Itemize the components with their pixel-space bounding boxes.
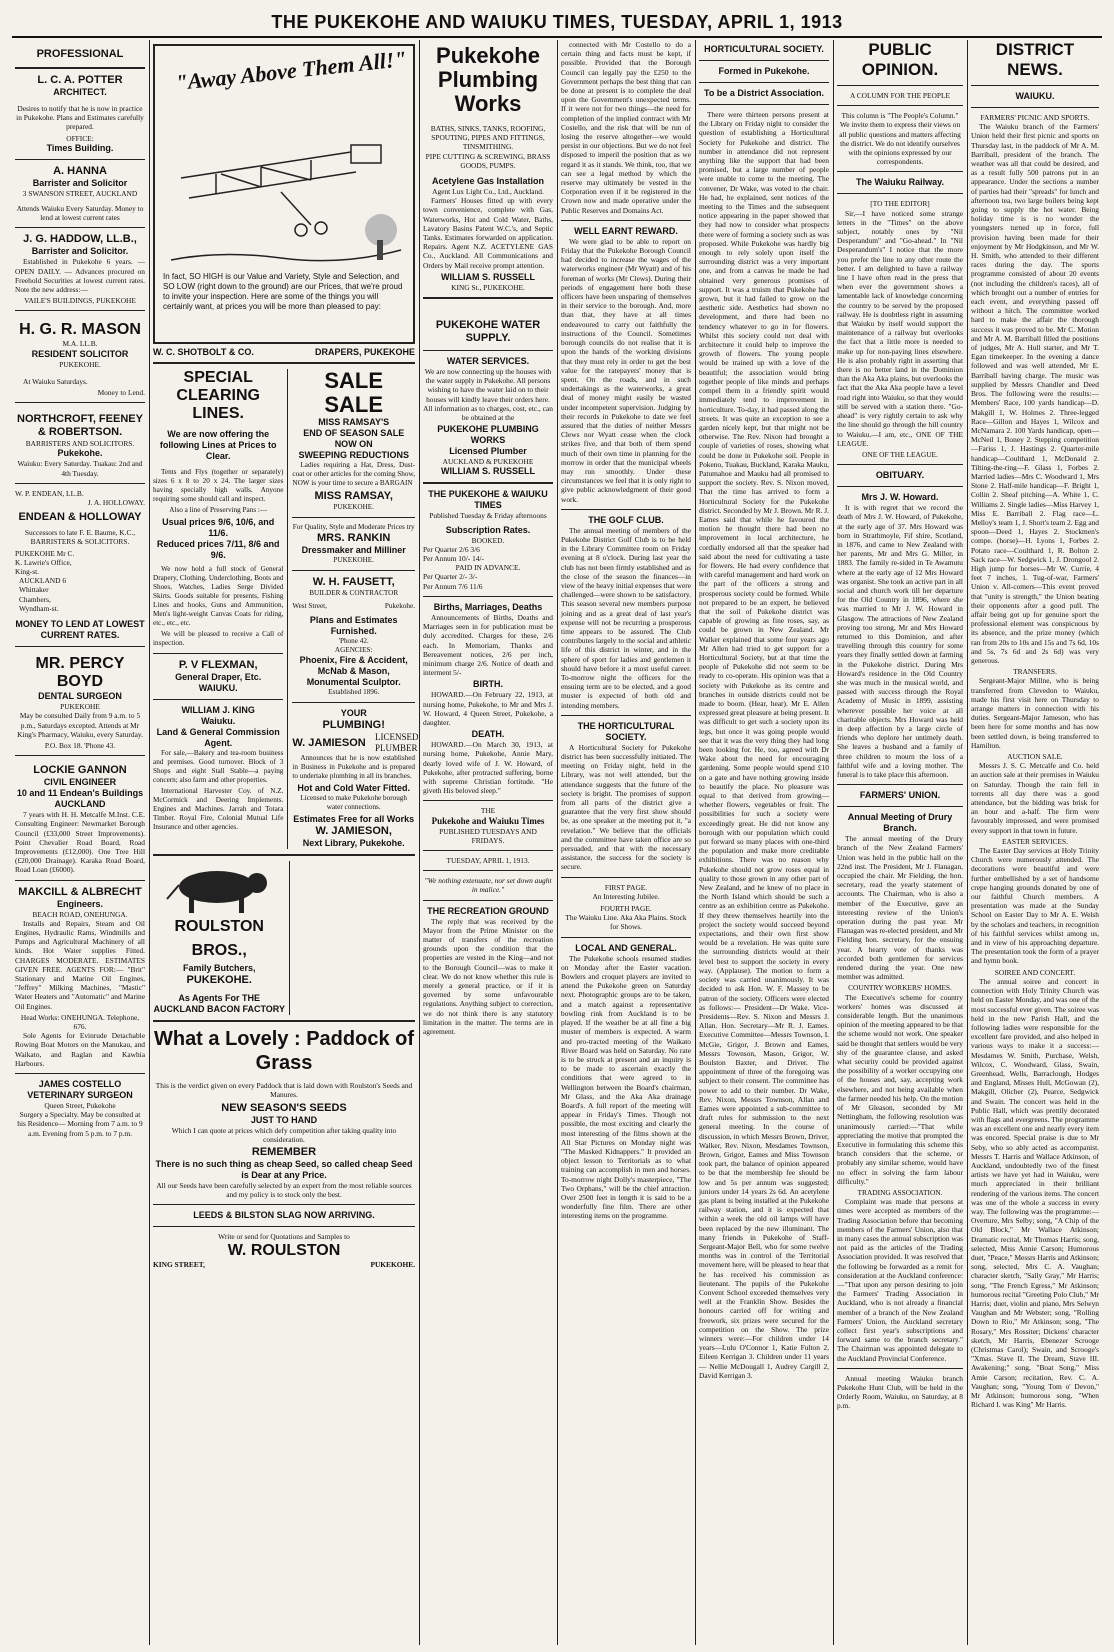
fausett-name: W. H. FAUSETT,	[312, 576, 395, 589]
paddock-leeds: LEEDS & BILSTON SLAG NOW ARRIVING.	[193, 1210, 375, 1221]
picnic-body: The Waiuku branch of the Farmers' Union held their first picnic and sports on Thursday last, in the paddock of Mr A. M. Barriball, president of the branch. The weather was all that could be desired, and as a result fully 500 patrons put in an appearance. Under the sections a number of parties had their "spreads" for lunch and afternoon tea, two large boilers being kept going to supply the hot water. Being holiday time is is no wonder the youngsters turned up in force, full provision having been made for their enjoyment by Mr Hodgkinson, and Mr W. H. Smith, who attended to their different races during the day. The sports programme consisted of about 20 events (not including the children's races), all of which brought out a number of entries for each event, and everything passed off without a hitch. The committee worked hard to make the affair the thorough success it was proved to be. Mr C. Motion and Mr A. M. Barriball filled the positions of judges, Mr A. Hull starter, and Mr T. Egan timekeeper. In the evening a dance followed and was well attended, Mr E. Barriball having charge. The music was supplied by Messrs Chandler and Deed Bros. The following were the results:— Members' Race, 100 yards handicap—D. Makgill 1, W. Holmes 2. Three-legged Race—Gillon and Hayes 1, Wilcox and McNamara 2. 100 Yards handicap, open—McNeil 1, Boney 2. Stepping competition—Fariss 1, J. Hastings 2. Quarter-mile handicap—Coulthard 1, McDonald 2. Tilting-the-ring—F. Glass 1, Forbes 2. Married ladies—Mrs C. Woodward 1, Mrs Stone 2. Half-mile handicap—F. Bright 1, Collin 2. Sheaf pitching—A. White 1, C. Williams 2. Single ladies—Miss Harvey 1, Miss E. Barriball 2. Flag race—L. Melloy's team 1, J. Short's team 2. Egg and spoon—Deed 1, Hayes 2. Stockmen's compe. (horse)—H. Lyons 1, Forbes 2. Potato race—Coulthard 1, R. Bolton 2. Sack race—W. Sedgwick 1, J. Drongool 2. High jump for horses—Mr W. Currie, 4 feet 7 inches, 1. Tug-of-war, Farmers' Union v. All-comers—This event proved that "unity is strength," the Union beating their opponents after a good pull. The affair being got up for genuine sport the professional element was conspicuous by its absence, and the prize money (which ran from 20s to 10s and 15s and 7s 6d, 10s and 5s, 7s 6d and 2s 6d) was very generous.	[971, 122, 1099, 665]
fourth-page-title: FOURTH PAGE.	[600, 904, 652, 914]
boyd-title: DENTAL SURGEON	[38, 691, 122, 702]
jamieson-hot: Hot and Cold Water Fitted.	[297, 783, 411, 794]
makcill-title: Engineers.	[56, 898, 103, 909]
editorial-motto: "We nothing extenuate, nor set down aught in malice."	[424, 876, 552, 895]
auction-title: AUCTION SALE.	[1007, 752, 1063, 762]
boyd-place: PUKEKOHE	[60, 702, 100, 712]
roulston-bros-title: Family Butchers,	[182, 963, 256, 974]
fausett-plans: Plans and Estimates Furnished.	[309, 615, 398, 637]
fausett-title: BUILDER & CONTRACTOR	[309, 589, 399, 598]
costello-body: Surgery a Specialty. May be consulted at his Residence— Morning from 7 a.m. to 9 a.m. Evening from 5 p.m. to 7 p.m.	[17, 1110, 143, 1138]
licensed-addr: AUCKLAND & PUKEKOHE	[442, 457, 534, 467]
birth-body: HOWARD.—On February 22, 1913, at nursing home, Pukekohe, to Mr and Mrs J. W. Howard, 4 Queen Street, Pukekohe, a daughter.	[423, 690, 553, 727]
birth-title: BIRTH.	[473, 679, 503, 690]
potter-title: ARCHITECT.	[53, 87, 107, 97]
makcill-works: Head Works: ONEHUNGA. Telephone, 676.	[20, 1012, 140, 1031]
mason-money: Money to Lend.	[97, 388, 145, 398]
editorial-date: TUESDAY, APRIL 1, 1913.	[446, 855, 530, 865]
russell-name: WILLIAM S. RUSSELL	[441, 271, 535, 282]
transfers-body: Sergeant-Major Millne, who is being transferred from Clevedon to Waiuku, made his first visit here on Thursday to arrange matters in connection with his duties. Sergeant-Major Jameson, who has been here for some months and has now been settled down, is being transferred to Hamilton.	[971, 676, 1099, 750]
obituary-body: It is with regret that we record the death of Mrs J. W. Howard, of Pukekohe, at the early age of 37. Mrs Howard was born in Strathmoyle, Fif shire, Scotland, in 1876, and came to New Zealand with her parents, Mr and Mrs G. Miller, in 1883. The family re-sided in Te Awamutu where at the early age of 12 Mrs Howard was organist. She took an active part in all social and church work till her departure for the Old Country in 1896, where she was married to Mr J. W. Howard in Glasgow. The attractions of New Zealand proving too strong, Mr and Mrs Howard returned to this Dominion, and after travelling through this country for some years they finally settled down at farming in the Pukekohe district. During Mrs Howard's residence in the Old Country she was much in the musical world, and passed with success through the Royal Academy of Music in 1899, assisting wherever possible her voice at all charitable objects. Mrs Howard was held in deep affection by a large circle of friends who deplore her untimely death. She leaves a husband and a family of three children to mourn the loss of a faithful wife and a loving mother. The funeral is to take place this afternoon.	[837, 503, 963, 779]
fausett-est: Established 1896.	[328, 688, 380, 697]
plumbing-works-body2: PIPE CUTTING & SCREWING, BRASS GOODS, PUMPS.	[425, 151, 551, 170]
professional-heading: PROFESSIONAL	[36, 48, 124, 60]
gannon-title: CIVIL ENGINEER	[43, 777, 117, 788]
shotbolt-footer	[153, 348, 415, 357]
column-professional	[12, 40, 148, 1645]
jamieson-name2: W. JAMIESON,	[315, 825, 392, 838]
haddow-body: Established in Pukekohe 6 years. — OPEN DAILY. — Advances procured on Freehold Securities at lowest current rates. Note the new address:—	[15, 257, 145, 295]
fausett-agencies: AGENCIES:	[334, 646, 373, 655]
clearing-prices1: Usual prices 9/6, 10/6, and 11/6.	[162, 517, 275, 539]
bmd-body: Announcements of Births, Deaths and Marriages seen in for publication must be duly accredited. Charges for these, 2/6 each. In Memoriam, Thanks and Bereavement notices, 2/6 per inch, minimum charge 2/6. Notice of death and interment 5/-	[423, 612, 553, 678]
paddock-write: Write or send for Quotations and Samples to	[218, 1232, 350, 1242]
haddow-title: Barrister and Solicitor.	[31, 246, 129, 257]
public-opinion-note: This column is "The People's Column." We invite them to express their views on all public questions and matters affecting the district. We do not identify ourselves with the opinions expressed by our correspondents.	[839, 111, 961, 167]
ramsay-body: Ladies requiring a Hat, Dress, Dust-coat or other articles for the coming Show, NOW is your time to secure a BARGAIN	[292, 461, 415, 488]
fausett-left: West Street,	[292, 602, 327, 611]
hort-body: A Horticultural Society for Pukekohe district has been successfully initiated. The meeting on Friday night, held in the Library, was not well attended, but the attendance suggests that the future of the society is bright. The promises of support from all parts of the district give a guarantee that the very first show should be, as one speaker at the meeting put it, "a revelation." We believe that the officials and the committee have taken office are so persuaded, and that with the necessary assistance, the success for the society is secure.	[561, 742, 691, 872]
editorial-continued: connected with Mr Costello to do a certain thing and facts must be kept, if possible. Provided that the Borough Council can legally pay the £250 to the Government perhaps the best thing that can be done at present is to complete the deal upon the Government's unexpected terms. If it were not for two things—the need for completion of the implied contract with Mr Costello, and the risk that will be run of losing the reserve altogether—we would persist in our objections. But we do not feel disposed to imperil the position that as we regard it as it stands. We think, too, that we can see a legal method by which the reserve may ultimately be vested in the Corporation even if it be registered in the Crown now and made operative under the Public Reserves and Domains Act.	[561, 40, 691, 215]
mason-title: RESIDENT SOLICITOR	[31, 348, 129, 359]
mason-degree: M.A. LL.B.	[62, 339, 98, 349]
plumbing-works-title: Pukekohe Plumbing Works	[436, 43, 540, 116]
russell-name2: WILLIAM S. RUSSELL	[441, 466, 535, 477]
paddock-right: PUKEKOHE.	[370, 1259, 415, 1269]
jamieson-licensed: LICENSED PLUMBER	[375, 732, 418, 754]
potter-office: Times Building.	[46, 142, 114, 153]
shotbolt-right: DRAPERS, PUKEKOHE	[314, 347, 415, 357]
recreation-body: The reply that was received by the Mayor from the Prime Minister on the matter of transfers of the recreation grounds upon the condition that the properties are vested in the King—and not to the Borough Council—was to make it clear. We do not know whether this rule is merely a general practice, or if it is governed by some unfavourable regulations. Anything subject to correction, we do not think there is any statutory limitation in the matter. The terms are in agreement.	[423, 916, 553, 1036]
obituary-name: Mrs J. W. Howard.	[861, 492, 939, 503]
licensed-plumber: Licensed Plumber	[449, 446, 527, 457]
to-editor: [TO THE EDITOR]	[870, 199, 930, 209]
reward-title: WELL EARNT REWARD.	[574, 225, 678, 236]
makcill-agents: Sole Agents for Evinrude Detachable Rowing Boat Motors on the Manukau, and Waikato, and Raglan and Kawhia Harbours.	[15, 1031, 145, 1068]
paddock-name: W. ROULSTON	[227, 1241, 341, 1259]
death-title: DEATH.	[471, 729, 505, 740]
king-name: WILLIAM J. KING	[181, 705, 255, 716]
northcroft-title: BARRISTERS AND SOLICITORS.	[25, 439, 135, 449]
russell-addr: KING St., PUKEKOHE.	[451, 282, 525, 292]
shotbolt-body: In fact, SO HIGH is our Value and Variety, Style and Selection, and SO LOW (right down to the ground) are our Prices, that we're proud to invite your inspection. Here are some of the things you will certainly want, at prices you will be more than pleased to pay:	[163, 272, 403, 311]
endean-name: ENDEAN & HOLLOWAY	[18, 511, 142, 524]
clearing-sub: We are now offering the following Lines at Prices to Clear.	[159, 429, 277, 462]
bmd-title: Births, Marriages, Deaths	[433, 601, 543, 612]
golf-title: THE GOLF CLUB.	[588, 514, 664, 525]
fausett-right: Pukekohe.	[384, 602, 415, 611]
trading-title: TRADING ASSOCIATION.	[857, 1187, 943, 1197]
farmers-title: FARMERS' UNION.	[859, 790, 941, 801]
column-editorial	[558, 40, 694, 1645]
costello-name: JAMES COSTELLO	[38, 1078, 122, 1089]
hort-district: To be a District Association.	[703, 88, 825, 98]
boyd-box: P.O. Box 18. 'Phone 43.	[44, 740, 116, 750]
haddow-name: J. G. HADDOW, LL.B.,	[23, 233, 137, 246]
paddock-rem1: There is no such thing as cheap Seed, so called cheap Seed is Dear at any Price.	[155, 1159, 413, 1181]
jamieson-est: Estimates Free for all Works	[293, 814, 415, 825]
hanna-body: Attends Waiuku Every Saturday. Money to lend at lowest current rates	[16, 204, 144, 223]
jamieson-body2: Licensed to make Pukekohe borough water connections.	[300, 794, 407, 812]
shotbolt-ad	[153, 44, 415, 344]
hort-title: THE HORTICULTURAL SOCIETY.	[577, 720, 675, 742]
hanna-title: Barrister and Solicitor	[32, 177, 128, 188]
endean-money: MONEY TO LEND AT LOWEST CURRENT RATES.	[15, 619, 145, 641]
subscription-row: Per Quarter 2/- 3/-	[423, 572, 478, 582]
hort-society-title: HORTICULTURAL SOCIETY.	[704, 44, 824, 54]
fausett-agencies-body: Phoenix, Fire & Accident, McNab & Mason, Monumental Sculptor.	[299, 655, 408, 688]
subscription-row: Per Quarter 2/6 3/6	[423, 544, 480, 554]
picnic-title: FARMERS' PICNIC AND SPORTS.	[980, 113, 1090, 122]
costello-address: Queen Street, Pukekohe	[44, 1100, 116, 1110]
rankin-place: PUKEKOHE.	[333, 556, 374, 565]
flexman-title: General Draper, Etc.	[175, 672, 262, 683]
shotbolt-slogan: "Away Above Them All!"	[174, 45, 408, 96]
acetylene-agent: Agent Lux Light Co., Ltd., Auckland.	[432, 187, 544, 197]
hanna-name: A. HANNA	[53, 164, 107, 177]
farmers-body: The annual meeting of the Drury branch of the New Zealand Farmers' Union was held in the public hall on the 22nd inst. The President, Mr J. Flanagan, occupied the chair. Mr Fielding, the hon. secretary, read the yearly statement of accounts. The Chairman, who is also a member of the Executive, gave an interesting review of the Union's operation during the past year. Mr Flanagan was re-elected president, and Mr Fielding hon. secretary, for the ensuing year. A hearty vote of thanks was accorded both gentlemen for services rendered during the year. One new member was admitted.	[837, 834, 963, 982]
reward-body: We were glad to be able to report on Friday that the Pukekohe Borough Council had decided to increase the wages of the waterworks engineer (Mr Wyatt) and of his foreman of works (Mr Clews). During their periods of engagement here both these officers have been unsparing of themselves in their service to the borough. And, more than that, they have at all times endeavoured to carry out faithfully the instructions of the Council. Sometimes borough councils do not realise that it is upon the hands of the working divisions that they must rely in order to get the best value for the ratepayers' money that is spent. On the roads, and in such undertakings as the waterworks, a great deal of money might easily be wasted under incompetent supervision. Judging by their records in Pukekohe to date we feel assured that the duties of neither Messrs Clews nor Wyatt cease when the clock strikes five, and that both of them spend much of their own time in planning for the morrow in order that the municipal wheels may run smoothly. Under these circumstances we feel that it is only right to give public acknowledgment of their good work.	[561, 236, 691, 504]
roulston-bros-name: ROULSTON BROS.,	[174, 918, 264, 960]
masthead: THE PUKEKOHE AND WAIUKU TIMES, TUESDAY, APRIL 1, 1913	[271, 12, 843, 32]
first-page-body: An Interesting Jubilee.	[592, 891, 660, 901]
trading-body: Complaint was made that persons at times were accepted as members of the Trading Association before that becoming members of the Farmers' Union, also that in many cases the annual subscription was not paid as the articles of the Trading Association provided. It was resolved that the following be forwarded as a remit for consideration at the Auckland conference:—"That upon any person desiring to join the Farmers' Trading Association in Auckland, who is not already a financial member of a branch of the New Zealand Farmers' Union, the Auckland secretary collect first year's subscriptions and forward same to the branch secretary." The Chairman was appointed delegate to the Auckland Provincial Conference.	[837, 1197, 963, 1363]
paddock-body2: Which I can quote at prices which defy competition after taking quality into consideration.	[171, 1125, 397, 1144]
potter-office-label: OFFICE:	[66, 133, 94, 143]
district-news-title: DISTRICT NEWS.	[995, 40, 1075, 79]
golf-body: The annual meeting of members of the Pukekohe District Golf Club is to be held in the Library Committee room on Friday evening at 8 o'clock. During last year the club has not been firmly established and as the close of the season the finances—in view of the heavy initial expenses that were challenged—were shown to be satisfactory. This season several new members purpose joining and as a great deal of last year's expense will not be recurring a prosperous time appears to be assured. The Club contributes largely to the social and athletic life of this district in winter, and in the sphere of sport for ladies and gentlemen it should have before it a most useful career. To-morrow night the officers for the ensuing term are to be elected, and a good muster is expected of both old and intending members.	[561, 525, 691, 710]
endean-line2: J. A. HOLLOWAY.	[87, 498, 145, 508]
masthead-rule	[12, 36, 1102, 38]
editorial-the: THE	[480, 806, 496, 816]
water-services-title: WATER SERVICES.	[446, 356, 530, 367]
flexman-name: P. V FLEXMAN,	[178, 659, 258, 672]
mason-place: PUKEKOHE.	[59, 359, 101, 369]
times-published: Published Tuesday & Friday afternoons	[429, 511, 547, 521]
column-plumbing-and-editorial	[420, 40, 556, 1645]
railway-letter: Sir,—I have noticed some strange letters in the "Times" on the above subject, notably ones by "Nil Desperandum" and "Go-ahead." In "Nil Desperandum's" I notice that the more you prefer the line to any other route the better. I am delighted to have a railway line I have often read in the press that when ever the government shows a lamentable lack of knowledge concerning the country to be served by the proposed railway. He is doubtless right in assuming that Waiuku by itself would support the maintenance of a railway but overlooks the fact that a little more is needed to make up for non-paying lines elsewhere. He is also probably right in asserting that there is no better land in the Dominion than the Aka Aka plains, but overlooks the fact that the Aka Aka people have a level road right into Waiuku, so that they would still be served with a station there. "Go-ahead" is very rightly certain to ask why the line should go through the hill country to Waiuku.—I am, etc., ONE OF THE LEAGUE.	[837, 208, 963, 448]
soiree-body: The annual soiree and concert in connection with Holy Trinity Church was held on Easter Monday, and was one of the most successful ever given. The soiree was held in the new Parish Hall, and the following ladies were responsible for the excellent fare provided, and also helped in various ways to make it a success:—Mesdames W. Smith, Purchase, Welsh, Wilcox, C. Woodward, Glass, Swain, Greenhead, Wells, Barraclough, Hodges and England, Misses Hull, McGowan (2), Makgill, Olicher (2), Pearce, Sedgwick and Swain. The concert was held in the Public Hall, which was prettily decorated with flags and evergreens. The programme was an excellent one and nearly every item was encored. Special praise is due to Mr Seby, who so ably acted as accompanist. Messrs T. Harris and Wallace Atkinson, of Auckland, undoubtedly two of the finest artists we have yet had in Waiuku, were much appreciated in their brilliant rendering of the various items. The concert was one of the whole a success in every way. The following was the programme:—Overture, Mrs Selby; song, "A Chip of the Old Block," Mr Wallace Atkinson; Dramatic recital, Mr Thomas Harris; song, selected, Miss Annie Carson; Humorous duet, "Peace," Messrs Harris and Atkinson; song, selected, Mrs C. A. Vaughan; character sketch, "Sally Gray," Mr Harris; song, "The French Egress," Mr Atkinson; humorous recital "Greeting Polo Club," Mr Harris; duet, violin and piano, Mrs Selwyn Vaughan and Mr Webster; song, "Rolling Down to Rio," Mr Atkinson; song, "The Rosary," Mrs Rossiter; Dickens' character sketch, Mr Harris, Ebenezer Scrooge (Christmas Carol); Swain, and Scrooge's "Xmas. Stave II. The Dream, Stave III. Awakening;" song, "Boat Song," Miss Amie Carson; recitation, Rev. C. A. Vaughan; song, "Young Tom o' Devon," Mr Atkinson; humorous song, "When Richard I. was King" Mr Harris.	[971, 976, 1099, 1410]
subscription-row: Per Annum 10/- 14/-	[423, 554, 484, 564]
pp-works-title: PUKEKOHE PLUMBING WORKS	[437, 424, 539, 446]
paddock-remember: REMEMBER	[251, 1146, 317, 1159]
subscription-row: Per Annum 7/6 11/6	[423, 581, 483, 591]
death-body: HOWARD.—On March 30, 1913, at nursing home, Pukekohe, Annie Mary, dearly loved wife of J. W. Howard, of Pukekohe, after protracted suffering, borne with supreme Christian fortitude. "He giveth His beloved sleep."	[423, 740, 553, 796]
annual-meeting: Annual meeting Waiuku branch Pukekohe Hunt Club, will be held in the Orderly Room, Waiuku, on Saturday, at 8 p.m.	[837, 1373, 963, 1411]
local-title: LOCAL AND GENERAL.	[575, 942, 677, 953]
paddock-body: This is the verdict given on every Paddock that is laid down with Roulston's Seeds and Manures.	[155, 1081, 413, 1100]
column-public-opinion	[834, 40, 966, 1645]
waiuku-heading: WAIUKU.	[1015, 91, 1055, 101]
ramsay-place: PUKEKOHE.	[333, 503, 374, 512]
roulston-bros-agents: As Agents For THE AUCKLAND BACON FACTORY	[153, 993, 285, 1015]
roulston-bros-place: PUKEKOHE.	[186, 974, 252, 987]
jamieson-addr: Next Library, Pukekohe.	[302, 838, 405, 849]
endean-line1: W. P. ENDEAN, LL.B.	[15, 488, 84, 498]
king-place: Waiuku.	[201, 716, 236, 727]
railway-league: ONE OF THE LEAGUE.	[862, 449, 938, 459]
rankin-title: Dressmaker and Milliner	[301, 545, 406, 556]
clearing-body2: Also a line of Preserving Pans :—	[169, 506, 268, 515]
hort-formed: Formed in Pukekohe.	[718, 66, 810, 76]
rankin-name: MRS. RANKIN	[317, 532, 391, 545]
clearing-body3: We now hold a full stock of General Drapery, Clothing, Underclothing, Boots and Shoes, Watches, Ladies Serge Divided Skirts. Goods suitable for presents, Fishing Lines and hooks, Guns and Ammunition, Men's light-weight Canvas Coats for riding, etc., etc., etc.	[153, 565, 284, 628]
paddock-left: KING STREET,	[153, 1259, 206, 1269]
acetylene-body: Farmers' Houses fitted up with every town convenience, complete with Gas, Waterworks, Hot and Cold Water, Baths, Lavatory Basins Patent W.C.'s, and Septic Tanks. Estimates forwarded on application. Repairs. Agent N.Z. ACETYLENE GAS Co., Auckland. All Communications and Orders by Mail receive prompt attention.	[423, 196, 553, 270]
ramsay-sub1: MISS RAMSAY'S	[318, 417, 390, 428]
clearing-body4: We will be pleased to receive a Call of inspection.	[153, 630, 284, 648]
endean-right: AUCKLAND 6 Whittaker Chambers, Wyndham-st.	[19, 576, 67, 613]
king-body2: International Harvester Coy. of N.Z. McCormick and Deering Implements. Engines and Machines. Jarrah and Totara Timber. Royal Fire, Colonial Mutual Life Insurance and other agencies.	[153, 787, 284, 832]
auction-body: Messrs J. S. C. Metcalfe and Co. held an auction sale at their premises in Waiuku on Saturday. Though the rain fell in torrents all day there was a good attendance, but the bidding was brisk for an hour and a-half. The firm were favourably impressed, and were promised every support in that town in future.	[971, 761, 1099, 835]
gannon-body: 7 years with H. H. Metcalfe M.Inst. C.E. Consulting Engineer: Newmarket Borough Council (£33,000 Street Improvements). Point Chevalier Road Board, Road Improvements (£12,000). One Tree Hill (£20,000 Drainage). Karaka Road Board, Road Loan (£6000).	[15, 810, 145, 875]
biplane-illustration	[161, 100, 411, 270]
ramsay-title: SALE SALE	[324, 368, 384, 418]
northcroft-place: Pukekohe.	[57, 448, 103, 459]
editorial-pub: PUBLISHED TUESDAYS AND FRIDAYS.	[439, 826, 537, 845]
water-services-body: We are now connecting up the houses with the water supply in Pukekohe. All persons wishing to have the water laid on to their houses will kindly leave their orders here. All information as to charges, cost, etc., can be obtained at the	[423, 367, 553, 423]
haddow-address: VAILE'S BUILDINGS, PUKEKOHE	[24, 296, 136, 306]
makcill-address: BEACH ROAD, ONEHUNGA.	[32, 909, 128, 919]
mason-body: At Waiuku Saturdays.	[23, 376, 88, 386]
column-district-news	[968, 40, 1102, 1645]
northcroft-name: NORTHCROFT, FEENEY & ROBERTSON.	[17, 413, 143, 439]
boyd-body: May be consulted Daily from 9 a.m. to 5 p.m., Saturdays excepted. Attends at Mr King's Pharmacy, Waiuku, every Saturday.	[17, 711, 143, 739]
editorial-times: Pukekohe and Waiuku Times	[431, 815, 545, 826]
farmers-sub: Annual Meeting of Drury Branch.	[847, 812, 953, 834]
transfers-title: TRANSFERS.	[1013, 667, 1057, 677]
country-body: The Executive's scheme for country workers' homes was discussed at considerable length. But the unanimous opinion of the meeting appeared to be that the scheme would not work. One speaker said he thought that settlers would be very shy of the guarantee clause, and asked what security could be provided against the possibility of a worker occupying one of the houses and, say, accepting work elsewhere, and not being available when the farmer needed his help. On the motion of Mr Gleason, seconded by Mr Nettingham, the following resolution was unanimously carried:—"That while appreciating the motive that prompted the Executive in formulating this scheme this branch considers that the scheme, or probably any similar scheme, would have no effect in solving the farm labour difficulty."	[837, 992, 963, 1186]
makcill-name: MAKCILL & ALBRECHT	[18, 885, 142, 898]
hanna-address: 3 SWANSON STREET, AUCKLAND	[22, 188, 138, 198]
hort-society-body: There were thirteen persons present at the Library on Friday night to consider the question of establishing a Horticultural Society for Pukekohe and district. The number in attendance did not represent anything like the support that had been promised, but a large number of people were unable to come to the meeting. The convener, Dr Wake, was voted to the chair. He had, he explained, sent notices of the meeting to the Times and the subsequent notice appearing in the paper showed that they had now to consider what prospects there were of forming a society such as was proposed. While Pukekohe was hardly big enough to rely solely upon itself the surrounding district was a very important one, and from a canvas he made he had obtained very generous promises of support. It was a truism that Pukekohe had grown, but it had failed to grow on the aesthetic side. Aesthetics had shown no development, and there had been no tendency whatever to go in for flowers. Whilst this society could not deal with architecture it could help to improve the growth of flowers. The young people would be trained up with a love of the beautiful; the association would bring together people of like minds and perhaps compel them in a friendly spirit would immediately tend to improvement in horticulture. To-day, it had passed along the streets. It was quite an exception to see a garden nicely kept, but that might not be otherwise. The Rev. Nixon had brought a couple of varieties of roses, showing what could be done in Pukekohe soil. People in Pokeno, Tuakau, Buckland, Karaka Mauku, Patumahoe and Mauku had all promised to support the society. Rev. S. Nixon moved, That the time has arrived to form a Horticultural Society for the Pukekohe district. Seconded by Mr J. Brown. Mr R. J. Eames said that while he favoured the motion he thought there had been no improvement in local architecture, he cordially endorsed all that the speaker had said about the need for cultivating a taste for flowers. He had every confidence that with careful management and hard work on the part of the officers a strong and prosperous society could be formed. While not prepared to be an expert, he believed that the soil of Pukekohe district was capable of growing as fine roses, say, as could be grown in New Zealand. Mr Walker explained that some four years ago Mr Allen had tried to get support for a Horticultural Society, but at that time the people of Pukekohe did not seem to be ready to co-operate. His opinion was that a society with Pukekohe as its centre and branches in outside districts could not be made to boom. (Hear, hear). Mr E. Allen expressed great pleasure at being present. It was difficult to get such a society upon its legs, but once it was going people would see that it was the very thing they had long been looking for. He, too, agreed with Dr Wake about the need for encouraging gardening. Some people would spend £10 on a gate and have nothing growing inside to beautify the place. No pleasure was equal to that derived from growing—whether flowers, vegetables or fruit. The possibilities for such a society were exceedingly great. He did not know any borough with our population which could put forward so many places with one-third the population and make more creditable exhibitions. There was no reason why Pukekohe should not grow roses equal in quality to those grown in any other part of New Zealand, and he knew of no place in the North Island which should be such a centre as an exhibition centre as Pukekohe. If they threw themselves heartily into the project the society would succeed beyond expectations, and their own first show would be a revelation. He was quite sure the surrounding districts would at their level best to support the society in every way. (Applause). The motion to form a society was carried unanimously. It was decided to ask Hon. W. F. Massey to be patron of the society. Officers were elected as follows:— President—Dr Wake. Vice-Presidents—Rev. S. Nixon and Messrs J. Allan. Hon. Secretary—Mr R. J. Eames. Executive Committee—Messrs Townson, I. McGie, Grigor, J. Brown and Eames, Messrs Townson, Mason, Grigor, W. Boulston Baxter, and Driver. The appointment of three of the foregoing was subject to their consent. The committee has power to add to their number. Dr Wake, Rev. Nixon, Messrs Townson, Allan and Eames were appointed a sub-committee to draft rules for submission to the next general meeting. In the course of discussion, in which Messrs Brown, Driver, Walker, Rev. Nixon, Mesdames Townson, Brown, Grigor, Eames and Miss Townson took part, the balance of opinion appeared to be that the membership fee should be low and 5s per annum was suggested; juniors under 14 years 2s 6d. An acetylene gas plant is being installed at the Pukekohe railway station, and it is expected that within a week the old oil lamps will have been replaced by the new illuminant. The many friends in Pukekohe of Staff-Sergeant-Major Bell, who for some twelve months was in control of the Territorial movement here, will be pleased to hear that he has received his commission as lieutenant. The pupils of the Pukekohe Convent School exceeded themselves very well at the Franklin Show. Besides the honours carried off for writing and freework, six prizes were secured for the competition on the Show. The prize winners were:—For children under 14 years—Lulu O'Connor 1, Katie Fulton 2, Eileen Kerrigan 3. Children under 11 years — Nellie McDougall 1, Audrey Cargill 2, David Kerrigan 3.	[699, 110, 829, 1380]
paddock-body3: All our Seeds have been carefully selected by an expert from the most reliable sources and my policy is to stock only the best.	[156, 1181, 412, 1200]
flexman-place: WAIUKU.	[198, 683, 238, 694]
subscription-booked: BOOKED.	[471, 535, 505, 545]
mason-name: H. G. R. MASON	[19, 321, 141, 339]
clearing-ad	[153, 369, 283, 849]
northcroft-body: Waiuku: Every Saturday. Tuakau: 2nd and 4th Tuesday.	[17, 459, 143, 478]
ramsay-column	[287, 368, 418, 849]
king-body: For sale,—Bakery and tea-room business and premises. Good turnover. Block of 3 Shops and eight Stall Stable—a paying concern; also farm and other properties.	[153, 749, 284, 785]
public-opinion-title: PUBLIC OPINION.	[861, 40, 939, 79]
subscription-paid: PAID IN ADVANCE.	[455, 563, 521, 573]
water-supply-title: PUKEKOHE WATER SUPPLY.	[435, 319, 541, 345]
roulston-butchers-ad	[153, 861, 285, 1015]
plumbing-your: YOUR	[340, 708, 367, 719]
column-advertisements	[150, 40, 418, 1645]
endean-left: PUKEKOHE Mr C. K. Lawrie's Office, King-st.	[15, 548, 75, 577]
makcill-body: Installs and Repairs, Steam and Oil Engines, Hydraulic Rams, Windmills and Pumps and Agricultural Machinery of all kinds. Hot Water supplies Fitted. CHARGES MODERATE. ESTIMATES GIVEN FREE. AGENTS FOR:— "Brit" Stationary and Marine Oil Engines, "Jeffrey" Milking Machines, "Mastic" Water Heaters and "Automatic" and Marine Oil Engines.	[15, 918, 145, 1011]
easter-body: The Easter Day services at Holy Trinity Church were numerously attended. The decorations were beautiful and were further embellished by a set of handsome crepe hanging grounds donated by one of our faithful Church members. A presentation was made at the Sunday School on Easter Day to Mr A. E. Welsh by the scholars and teachers, in recognition of his faithful services whilst among us, and in view of his approaching departure. The presentation took the form of a prayer and hymn book.	[971, 846, 1099, 966]
endean-body: Successors to late F. E. Baume, K.C., BARRISTERS & SOLICITORS.	[24, 528, 136, 547]
clearing-body1: Tents and Flys (together or separately) sizes 6 x 8 to 20 x 24. The larger sizes having specially high walls. Anyone requiring some should call and inspect.	[153, 468, 284, 504]
plumbing-works-body: BATHS, SINKS, TANKS, ROOFING, SPOUTING, PIPES AND FITTINGS, TINSMITHING.	[430, 124, 546, 152]
ramsay-now: NOW ON	[334, 439, 373, 450]
paddock-hand: JUST TO HAND	[250, 1114, 318, 1125]
jamieson-name: W. JAMIESON	[292, 736, 366, 749]
shotbolt-left: W. C. SHOTBOLT & CO.	[153, 347, 254, 357]
king-title: Land & General Commission Agent.	[156, 727, 280, 749]
easter-title: EASTER SERVICES.	[1002, 836, 1068, 846]
gannon-name: LOCKIE GANNON	[33, 764, 127, 777]
country-title: COUNTRY WORKERS' HOMES.	[848, 983, 952, 993]
potter-body: Desires to notify that he is now in practice in Pukekohe. Plans and Estimates carefully prepared.	[16, 104, 144, 132]
ramsay-name: MISS RAMSAY,	[314, 490, 393, 503]
jamieson-body: Announces that he is now established in Business in Pukekohe and is prepared to undertake plumbing in all its branches.	[292, 754, 415, 781]
clearing-title: SPECIAL CLEARING LINES.	[176, 369, 260, 423]
potter-name: L. C. A. POTTER	[37, 74, 123, 86]
ramsay-sub2: END OF SEASON SALE	[303, 428, 405, 439]
paddock-new: NEW SEASON'S SEEDS	[221, 1101, 347, 1114]
boyd-name: MR. PERCY BOYD	[35, 655, 125, 691]
first-page-title: FIRST PAGE.	[604, 882, 648, 892]
obituary-title: OBITUARY.	[875, 470, 925, 481]
local-body: The Pukekohe schools resumed studies on Monday after the Easter vacation. Bowlers and croquet players are invited to attend the Pukekohe green on Saturday next. Photographic groups are to be taken, and a match against a representative bowling rink from Auckland is to be played. If the weather be at all fine a big muster of members is expected. A warm and pro-tracted meeting of the Waikato River Board was held on Saturday. No rate is to be struck at present and an inquiry is to be made to ascertain exactly the conditions that were agreed to in Wellington between the Board's chairman, Mr Glass, and the Aka Aka drainage Board's. A full report of the meeting will appear in Friday's Times. Though not possible, the most exciting and clearly the most interesting of the films shown at the All Star Pictures on Monday night was "The Masked Kidnappers." It provided an object lesson to Territorials as to what training can accomplish in men and horses. To-morrow night Dolly's masterpiece, "The Two Orphans," will be the chief attraction. Over 2500 feet in length it is said to be a wonderfully fine film. There are other interesting items on the programme.	[561, 953, 691, 1221]
fourth-page-body: The Waiuku Line. Aka Aka Plains. Stock for Shows.	[565, 913, 687, 932]
costello-title: VETERINARY SURGEON	[27, 1089, 133, 1100]
soiree-title: SOIREE AND CONCERT.	[994, 967, 1076, 977]
public-opinion-sub: A COLUMN FOR THE PEOPLE	[849, 91, 951, 100]
gannon-address: 10 and 11 Endean's Buildings AUCKLAND	[16, 788, 144, 810]
bull-illustration	[159, 861, 279, 915]
paddock-title: What a Lovely : Paddock of Grass	[153, 1028, 415, 1075]
acetylene-title: Acetylene Gas Installation	[431, 176, 545, 187]
rankin-top: For Quality, Style and Moderate Prices try	[292, 523, 415, 532]
column-horticultural	[696, 40, 832, 1645]
fausett-phone: 'Phone 42.	[338, 637, 369, 646]
clearing-prices2: Reduced prices 7/11, 8/6 and 9/6.	[156, 539, 280, 561]
ramsay-reductions: SWEEPING REDUCTIONS	[298, 450, 409, 461]
subscription-title: Subscription Rates.	[445, 524, 531, 535]
times-title: THE PUKEKOHE & WAIUKU TIMES	[428, 489, 548, 511]
plumbing-word: PLUMBING!	[322, 719, 385, 732]
recreation-title: THE RECREATION GROUND	[427, 905, 549, 916]
railway-title: The Waiuku Railway.	[855, 177, 945, 188]
